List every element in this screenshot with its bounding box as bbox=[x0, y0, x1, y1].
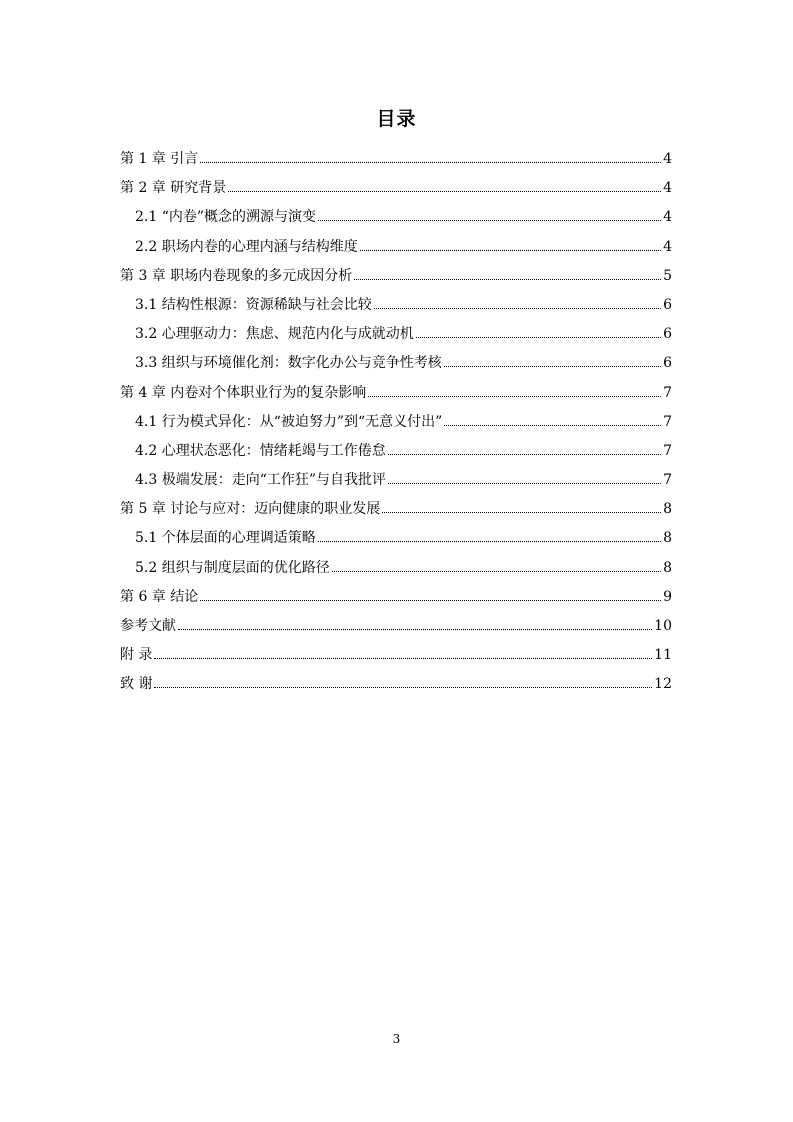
toc-entry-label: 2.2 职场内卷的心理内涵与结构维度 bbox=[135, 238, 358, 255]
toc-entry[interactable] bbox=[120, 175, 672, 204]
toc-entry-page: 4 bbox=[663, 180, 672, 197]
toc-entry[interactable] bbox=[120, 671, 672, 700]
toc-entry[interactable] bbox=[120, 555, 672, 584]
toc-entry-label: 第 1 章 引言 bbox=[120, 151, 199, 167]
toc-entry-label: 3.2 心理驱动力：焦虑、规范内化与成就动机 bbox=[135, 326, 414, 343]
toc-entry[interactable] bbox=[120, 292, 672, 321]
toc-entry-page: 6 bbox=[663, 296, 672, 313]
toc-dot-leader bbox=[332, 571, 661, 572]
toc-entry-page: 8 bbox=[663, 559, 672, 576]
toc-dot-leader bbox=[200, 162, 661, 163]
toc-entry-label: 参考文献 bbox=[120, 618, 176, 634]
toc-entry-page: 5 bbox=[663, 267, 672, 284]
toc-entry[interactable] bbox=[120, 350, 672, 379]
toc-dot-leader bbox=[444, 366, 661, 367]
toc-dot-leader bbox=[382, 512, 661, 513]
toc-dot-leader bbox=[388, 483, 661, 484]
toc-entry-page: 8 bbox=[663, 501, 672, 518]
toc-dot-leader bbox=[388, 454, 661, 455]
toc-entry-label: 第 3 章 职场内卷现象的多元成因分析 bbox=[120, 267, 353, 284]
toc-entry[interactable] bbox=[120, 642, 672, 671]
toc-dot-leader bbox=[354, 279, 661, 280]
toc-entry-label: 4.3 极端发展：走向“工作狂”与自我批评 bbox=[135, 472, 387, 489]
toc-entry-page: 8 bbox=[663, 530, 672, 547]
toc-entry[interactable] bbox=[120, 234, 672, 263]
table-of-contents bbox=[120, 146, 672, 701]
toc-entry-label: 5.1 个体层面的心理调适策略 bbox=[135, 530, 316, 547]
toc-entry-label: 4.1 行为模式异化：从“被迫努力”到“无意义付出” bbox=[135, 413, 443, 430]
toc-entry[interactable] bbox=[120, 525, 672, 554]
toc-entry-label: 第 5 章 讨论与应对：迈向健康的职业发展 bbox=[120, 501, 381, 518]
toc-entry-label: 3.3 组织与环境催化剂：数字化办公与竞争性考核 bbox=[135, 355, 442, 372]
toc-entry[interactable] bbox=[120, 496, 672, 525]
toc-dot-leader bbox=[318, 541, 661, 542]
toc-entry-label: 第 6 章 结论 bbox=[120, 588, 199, 605]
toc-entry-page: 4 bbox=[663, 209, 672, 226]
toc-entry-page: 7 bbox=[663, 413, 672, 430]
toc-dot-leader bbox=[444, 425, 661, 426]
toc-entry-page: 4 bbox=[663, 151, 672, 167]
toc-entry-page: 7 bbox=[663, 472, 672, 489]
toc-entry[interactable] bbox=[120, 584, 672, 613]
toc-dot-leader bbox=[374, 308, 661, 309]
toc-entry-page: 6 bbox=[663, 355, 672, 372]
toc-entry[interactable] bbox=[120, 263, 672, 292]
toc-entry-label: 4.2 心理状态恶化：情绪耗竭与工作倦怠 bbox=[135, 442, 386, 459]
toc-entry[interactable] bbox=[120, 467, 672, 496]
toc-dot-leader bbox=[318, 220, 661, 221]
toc-entry-page: 6 bbox=[663, 326, 672, 343]
toc-entry-label: 附 录 bbox=[120, 647, 153, 664]
toc-dot-leader bbox=[368, 396, 661, 397]
toc-entry-label: 2.1 “内卷”概念的溯源与演变 bbox=[135, 209, 317, 226]
toc-entry[interactable] bbox=[120, 380, 672, 409]
toc-entry-page: 12 bbox=[654, 676, 672, 693]
toc-entry-page: 4 bbox=[663, 238, 672, 255]
toc-entry-label: 3.1 结构性根源：资源稀缺与社会比较 bbox=[135, 296, 372, 313]
toc-entry[interactable] bbox=[120, 204, 672, 233]
toc-dot-leader bbox=[154, 658, 652, 659]
page-title: 目录 bbox=[376, 108, 417, 130]
toc-entry-label: 5.2 组织与制度层面的优化路径 bbox=[135, 559, 330, 576]
toc-dot-leader bbox=[416, 337, 661, 338]
toc-entry-label: 致 谢 bbox=[120, 676, 153, 693]
toc-entry-page: 10 bbox=[654, 618, 672, 634]
toc-entry-page: 11 bbox=[654, 647, 672, 664]
toc-entry[interactable] bbox=[120, 146, 672, 175]
toc-entry-page: 7 bbox=[663, 384, 672, 401]
toc-entry-label: 第 2 章 研究背景 bbox=[120, 180, 227, 197]
toc-entry[interactable] bbox=[120, 613, 672, 642]
toc-entry[interactable] bbox=[120, 409, 672, 438]
toc-dot-leader bbox=[360, 250, 661, 251]
toc-entry[interactable] bbox=[120, 321, 672, 350]
toc-dot-leader bbox=[178, 629, 652, 630]
toc-dot-leader bbox=[154, 687, 652, 688]
toc-entry-page: 7 bbox=[663, 442, 672, 459]
page-number: 3 bbox=[392, 1032, 401, 1046]
toc-entry[interactable] bbox=[120, 438, 672, 467]
toc-entry-label: 第 4 章 内卷对个体职业行为的复杂影响 bbox=[120, 384, 367, 401]
toc-dot-leader bbox=[200, 600, 661, 601]
toc-dot-leader bbox=[228, 191, 661, 192]
toc-entry-page: 9 bbox=[663, 588, 672, 605]
